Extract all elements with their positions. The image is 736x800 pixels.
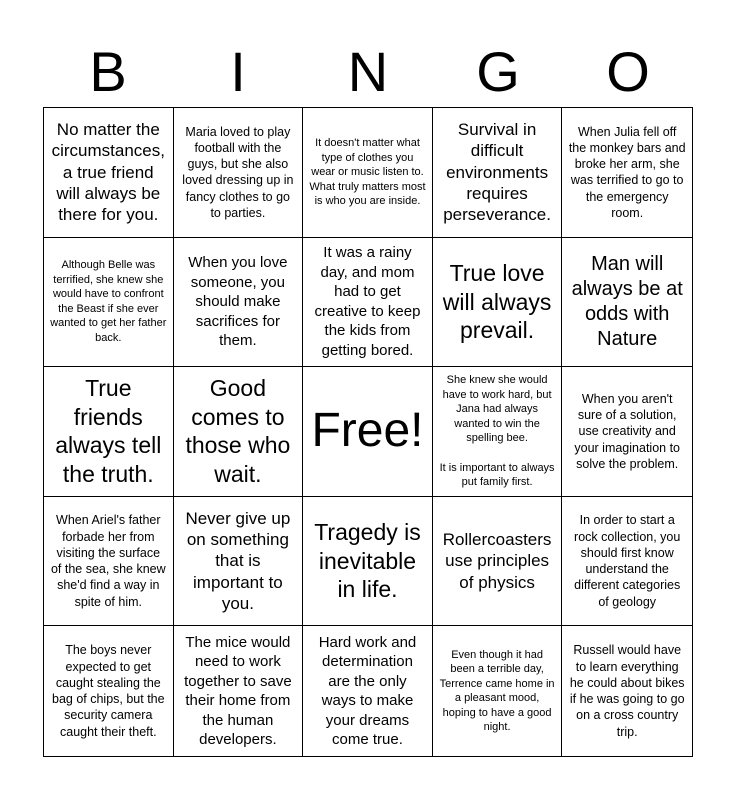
bingo-cell[interactable]: No matter the circumstances, a true friend will always be there for you. [44, 108, 174, 238]
bingo-cell[interactable]: She knew she would have to work hard, but Jana had always wanted to win the spelling bee. It is important to always put family first. [433, 367, 563, 497]
bingo-cell[interactable]: When Julia fell off the monkey bars and broke her arm, she was terrified to go to the emergency room. [562, 108, 692, 238]
bingo-cell[interactable]: Never give up on something that is important to you. [174, 497, 304, 627]
bingo-card [43, 107, 693, 757]
bingo-cell[interactable]: True friends always tell the truth. [44, 367, 174, 497]
bingo-title [43, 40, 693, 104]
bingo-cell[interactable]: Although Belle was terrified, she knew she would have to confront the Beast if she ever wanted to get her father back. [44, 238, 174, 368]
bingo-cell[interactable]: Maria loved to play football with the guys, but she also loved dressing up in fancy clothes to go to parties. [174, 108, 304, 238]
bingo-cell[interactable]: True love will always prevail. [433, 238, 563, 368]
bingo-cell[interactable]: When you love someone, you should make sacrifices for them. [174, 238, 304, 368]
bingo-cell[interactable]: The boys never expected to get caught stealing the bag of chips, but the security camera caught their theft. [44, 626, 174, 756]
bingo-cell[interactable]: When Ariel's father forbade her from visiting the surface of the sea, she knew she'd find a way in spite of him. [44, 497, 174, 627]
bingo-cell[interactable]: It doesn't matter what type of clothes you wear or music listen to. What truly matters most is who you are inside. [303, 108, 433, 238]
bingo-cell[interactable]: The mice would need to work together to save their home from the human developers. [174, 626, 304, 756]
bingo-cell[interactable]: Russell would have to learn everything he could about bikes if he was going to go on a cross country trip. [569, 643, 685, 739]
bingo-cell[interactable]: Tragedy is inevitable in life. [303, 497, 433, 627]
bingo-cell[interactable]: Man will always be at odds with Nature [562, 238, 692, 368]
title-letter-o: O [606, 40, 650, 103]
bingo-cell[interactable]: Hard work and determination are the only ways to make your dreams come true. [303, 626, 433, 756]
bingo-cell[interactable]: In order to start a rock collection, you should first know understand the different categories of geology [562, 497, 692, 627]
bingo-cell[interactable]: When you aren't sure of a solution, use creativity and your imagination to solve the problem. [562, 367, 692, 497]
bingo-cell[interactable]: Survival in difficult environments requires perseverance. [433, 108, 563, 238]
bingo-cell[interactable]: Even though it had been a terrible day, Terrence came home in a pleasant mood, hoping to have a good night. [433, 626, 563, 756]
title-letter-g: G [476, 40, 520, 103]
bingo-cell[interactable]: Good comes to those who wait. [174, 367, 304, 497]
title-letter-b: B [89, 40, 127, 103]
free-space-cell[interactable]: Free! [303, 367, 433, 497]
title-letter-n: N [347, 40, 389, 103]
bingo-cell[interactable]: Rollercoasters use principles of physics [433, 497, 563, 627]
bingo-cell[interactable]: It was a rainy day, and mom had to get creative to keep the kids from getting bored. [303, 238, 433, 368]
title-letter-i: I [230, 40, 246, 103]
